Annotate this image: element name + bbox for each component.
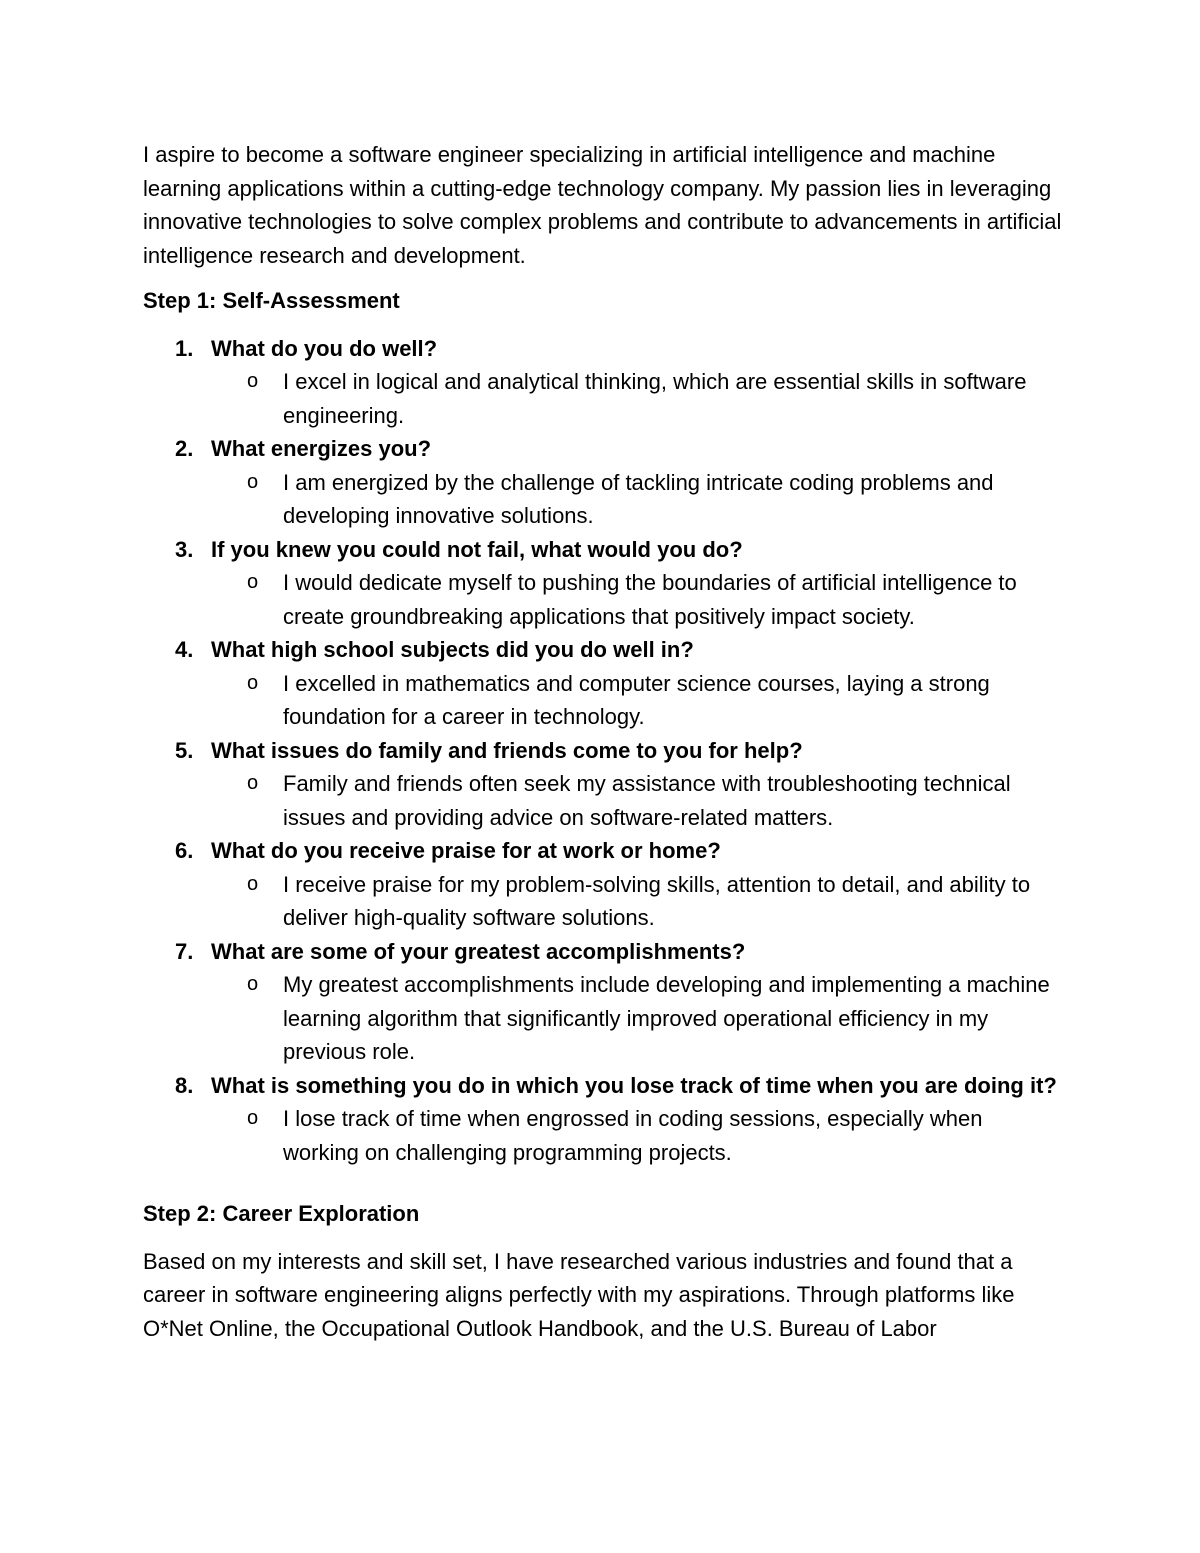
bullet-icon: o (247, 571, 259, 593)
answer-text: I would dedicate myself to pushing the boundaries of artificial intelligence to create groundbreaking applications that positively impact society. (283, 570, 1017, 629)
career-exploration-paragraph: Based on my interests and skill set, I have researched various industries and found that a career in software engineering aligns perfectly with my aspirations. Through platforms like O*Net Online, the Occupational Outlook Handbook, and the U.S. Bureau of Labor (143, 1248, 1015, 1341)
step1-heading: Step 1: Self-Assessment (143, 288, 400, 313)
question-number: 5. (175, 737, 194, 763)
list-item (143, 834, 1063, 935)
answer-text: I receive praise for my problem-solving skills, attention to detail, and ability to deliver high-quality software solutions. (283, 871, 1031, 930)
question-text: What do you do well? (211, 335, 438, 361)
self-assessment-list (143, 332, 1063, 1170)
answer-item (211, 667, 1063, 734)
bullet-icon: o (247, 772, 259, 794)
question-number: 8. (175, 1072, 194, 1098)
question-text: What high school subjects did you do well in? (211, 637, 694, 662)
document-body (143, 138, 1063, 1345)
answer-text: Family and friends often seek my assistance with troubleshooting technical issues and providing advice on software-related matters. (283, 771, 1011, 830)
question-number: 3. (175, 536, 194, 562)
list-item (143, 734, 1063, 835)
question-number: 1. (175, 335, 194, 361)
answer-item (211, 466, 1063, 533)
answer-item (211, 868, 1063, 935)
list-item (143, 1069, 1063, 1170)
answer-item (211, 1102, 1063, 1169)
step2-heading: Step 2: Career Exploration (143, 1201, 420, 1226)
question-number: 4. (175, 637, 194, 662)
bullet-icon: o (247, 1107, 259, 1129)
answer-text: I lose track of time when engrossed in coding sessions, especially when working on challenging programming projects. (283, 1106, 983, 1165)
question-text: What energizes you? (211, 436, 432, 461)
list-item (143, 633, 1063, 734)
question-number: 6. (175, 838, 194, 863)
question-text: What are some of your greatest accomplishments? (211, 938, 746, 964)
question-number: 2. (175, 436, 194, 461)
bullet-icon: o (247, 973, 259, 995)
answer-text: I excel in logical and analytical thinking, which are essential skills in software engineering. (283, 369, 1027, 428)
list-item (143, 935, 1063, 1069)
answer-text: I am energized by the challenge of tackling intricate coding problems and developing innovative solutions. (283, 469, 994, 528)
bullet-icon: o (247, 470, 259, 493)
answer-item (211, 566, 1063, 633)
answer-text: My greatest accomplishments include developing and implementing a machine learning algorithm that significantly improved operational efficiency in my previous role. (283, 972, 1050, 1064)
question-text: What do you receive praise for at work or home? (211, 838, 721, 863)
list-item (143, 332, 1063, 433)
list-item (143, 432, 1063, 533)
question-text: If you knew you could not fail, what would you do? (211, 536, 743, 562)
answer-item (211, 767, 1063, 834)
bullet-icon: o (247, 671, 259, 694)
bullet-icon: o (247, 370, 259, 392)
question-text: What is something you do in which you lose track of time when you are doing it? (211, 1072, 1057, 1098)
question-text: What issues do family and friends come to you for help? (211, 737, 803, 763)
answer-item (211, 968, 1063, 1069)
list-item (143, 533, 1063, 634)
answer-item (211, 365, 1063, 432)
answer-text: I excelled in mathematics and computer science courses, laying a strong foundation for a career in technology. (283, 670, 990, 729)
bullet-icon: o (247, 872, 259, 895)
question-number: 7. (175, 938, 194, 964)
intro-paragraph: I aspire to become a software engineer specializing in artificial intelligence and machine learning applications within a cutting-edge technology company. My passion lies in leveraging innovative technologies to solve complex problems and contribute to advancements in artificial intelligence research and development. (143, 142, 1062, 268)
